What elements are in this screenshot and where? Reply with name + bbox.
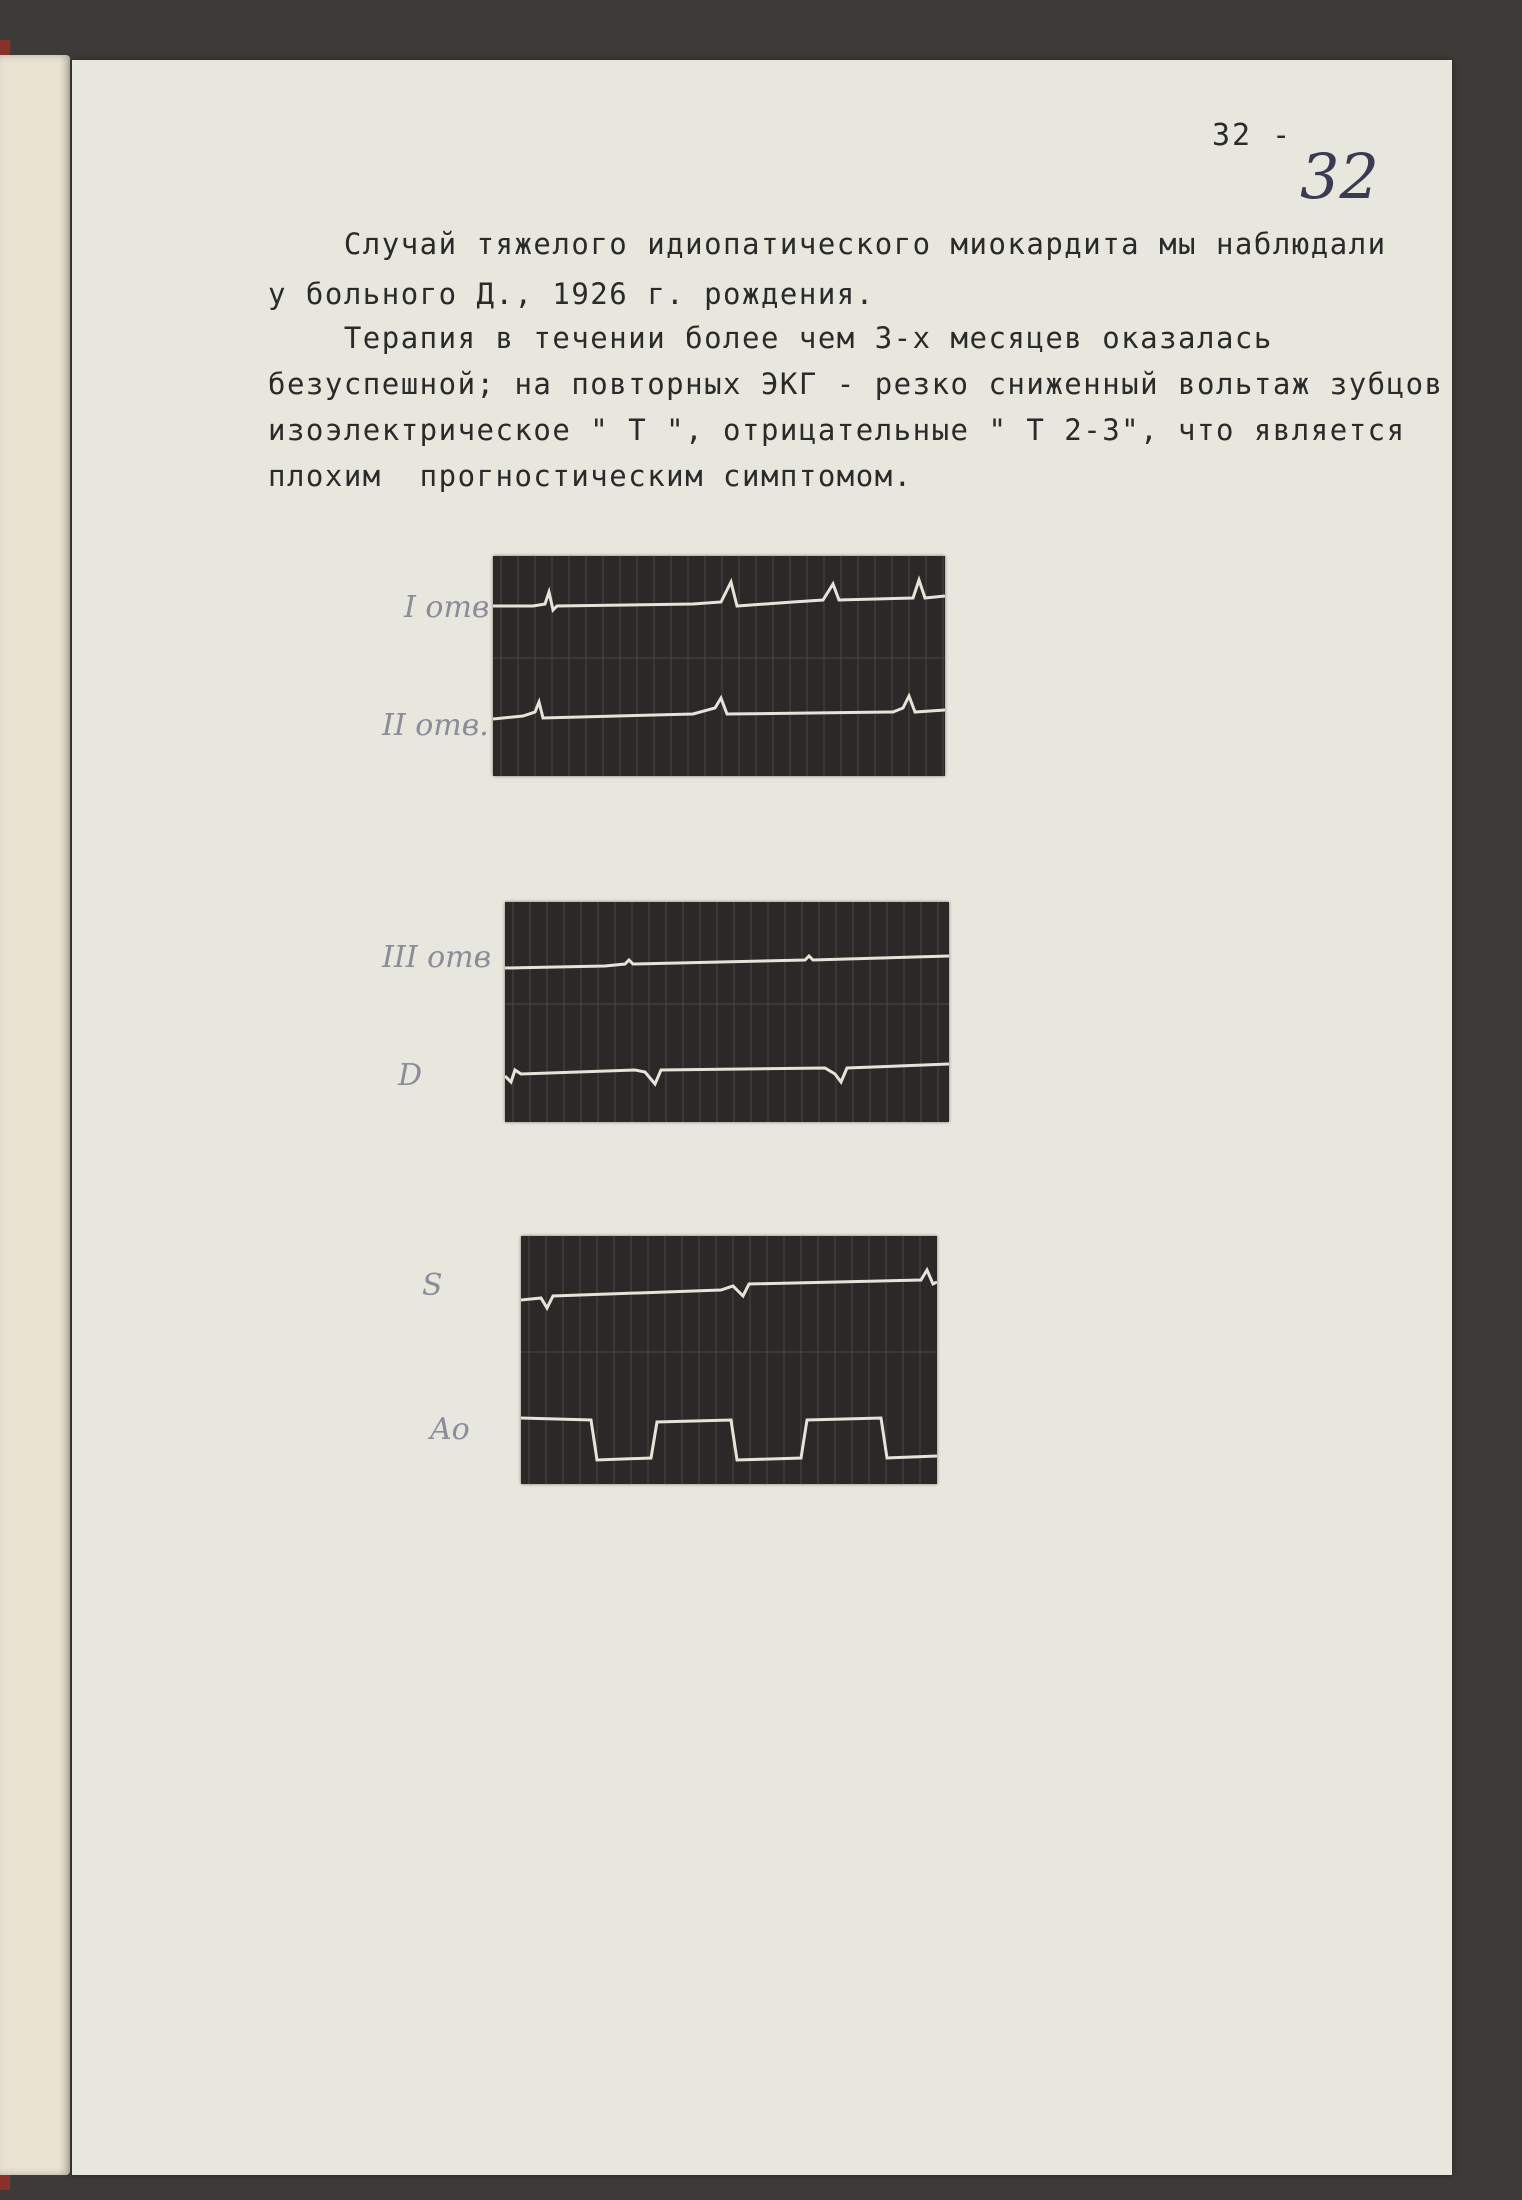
text-line-4: безуспешной; на повторных ЭКГ - резко сниженный вольтаж зубцов xyxy=(268,367,1444,401)
left-page-edge xyxy=(0,55,70,2175)
ecg-grid xyxy=(505,902,949,1122)
ecg-grid xyxy=(521,1236,937,1484)
handwritten-page-number: 32 xyxy=(1300,140,1379,213)
typed-page-number: 32 - xyxy=(1212,118,1293,153)
text-line-1: Случай тяжелого идиопатического миокардита мы наблюдали xyxy=(268,227,1387,261)
ecg-trace-lead-3 xyxy=(505,956,949,968)
ecg-trace-lead-d xyxy=(505,1064,949,1084)
ecg-photo-3 xyxy=(521,1236,937,1484)
lead-label-1b: II отв. xyxy=(382,708,489,743)
ecg-photo-1 xyxy=(493,556,945,776)
text-line-3: Терапия в течении более чем 3-х месяцев оказалась xyxy=(268,321,1273,355)
text-line-2: у больного Д., 1926 г. рождения. xyxy=(268,277,875,311)
ecg-trace-lead-s xyxy=(521,1270,937,1308)
lead-label-2b: D xyxy=(398,1058,423,1093)
text-line-5: изоэлектрическое " Т ", отрицательные " Т 2-3", что является xyxy=(268,413,1406,447)
ecg-photo-3-svg xyxy=(521,1236,937,1484)
lead-label-3a: S xyxy=(422,1268,443,1303)
ecg-trace-lead-2 xyxy=(493,696,945,719)
ecg-photo-2-svg xyxy=(505,902,949,1122)
ecg-trace-lead-1 xyxy=(493,580,945,610)
lead-label-3b: Ao xyxy=(430,1412,470,1447)
text-line-6: плохим прогностическим симптомом. xyxy=(268,459,913,493)
ecg-photo-1-svg xyxy=(493,556,945,776)
ecg-trace-lead-ao xyxy=(521,1418,937,1460)
ecg-grid xyxy=(493,556,945,776)
lead-label-2a: III отв xyxy=(382,940,492,975)
lead-label-1a: I отв xyxy=(404,590,490,625)
ecg-photo-2 xyxy=(505,902,949,1122)
